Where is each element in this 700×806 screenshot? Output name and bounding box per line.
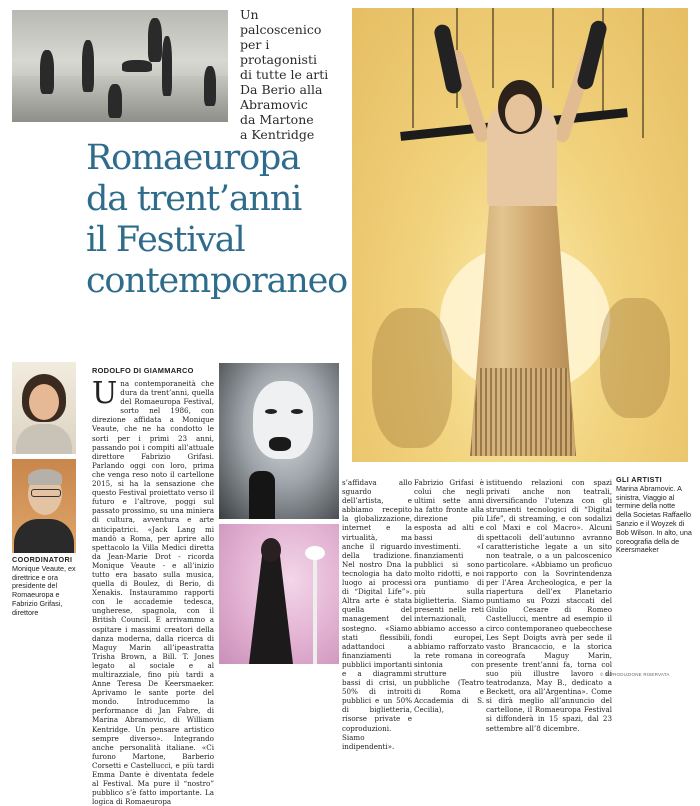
dancer-photo bbox=[219, 524, 339, 664]
subtitle-line: Un palcoscenico bbox=[240, 7, 322, 37]
portrait-fabrizio-grifasi bbox=[12, 459, 76, 553]
article-column-1 bbox=[92, 376, 214, 806]
article-column-2 bbox=[342, 478, 412, 751]
headline bbox=[86, 138, 348, 302]
subtitle-line: Da Berio alla bbox=[240, 82, 323, 97]
mask-photo bbox=[219, 363, 339, 519]
portrait-monique-veaute bbox=[12, 362, 76, 454]
headline-line: contemporaneo bbox=[86, 261, 347, 301]
subtitle-line: per i protagonisti bbox=[240, 37, 317, 67]
artists-caption bbox=[616, 476, 692, 555]
article-text: istituendo relazioni con spazi privati anche non teatrali, diversificando l’utenza con gli strumenti tecnologici di “Digital Life”, di streaming, e con sodalizi col Maxi e col Macro». Alcuni spettacoli dell’autunno avranno caratteristiche legate a un sito non teatrale, o a un palcoscenico particolare. «Abbiamo un proficuo rapporto con la Sovrintendenza per l’Area Archeologica, e per la riapertura dell’ex Planetario puntiamo su Pozzi staccati del Giulio Cesare di Romeo Castellucci, mentre ad esempio il circo contemporaneo quebecchese Les Sept Doigts avrà per sede il vasto Brancaccio, e la storica coreografa Maguy Marin, presente trent’anni fa, torna col suo più illustre lavoro di teatrodanza, May B., dedicato a Beckett, ora all’Argentina». Come si dirà meglio all’annuncio del cartellone, il Romaeuropa Festival si diffonderà in 15 spazi, dal 23 settembre all’8 dicembre. bbox=[486, 478, 612, 733]
headline-line: da trent’anni bbox=[86, 179, 302, 219]
byline: RODOLFO DI GIAMMARCO bbox=[92, 366, 194, 375]
caption-text: Marina Abramovic. A sinistra, Viaggio al termine della notte della Societas Raffaello Sanzio e il Woyzek di Bob Wilson. In alto, una coreografia della de Keersmaeker bbox=[616, 483, 692, 555]
headline-line: Romaeuropa bbox=[86, 138, 300, 178]
abramovic-photo bbox=[352, 8, 688, 462]
subtitle-line: da Martone bbox=[240, 112, 314, 127]
copyright-credit: © RIPRODUZIONE RISERVATA bbox=[600, 672, 670, 677]
subtitle-line: di tutte le arti bbox=[240, 67, 329, 82]
article-text: s’affidava allo sguardo dell’artista, e abbiamo recepito la globalizzazione, internet e la virtualità, ma anche il riguardo della tradizione. Nel nostro Dna la tecnologia ha dato luogo ai processi di “Digital Life”». Altra arte è stata quella del management del sostegno. «Siamo stati flessibili, adattandoci a finanziamenti pubblici importanti e a diagrammi bassi di crisi, un 50% di introiti pubblici e un 50% di biglietteria, risorse private e coproduzioni. Siamo indipendenti». bbox=[342, 478, 412, 751]
caption-text: Monique Veaute, ex direttrice e ora presidente del Romaeuropa e Fabrizio Grifasi, direttore bbox=[12, 563, 76, 617]
subtitle-line: a Kentridge bbox=[240, 127, 315, 142]
coordinators-caption bbox=[12, 556, 86, 618]
article-column-3 bbox=[414, 478, 484, 714]
drop-cap: U bbox=[92, 376, 118, 411]
headline-line: il Festival bbox=[86, 220, 245, 260]
article-text: Fabrizio Grifasi è colui che negli ultimi sette anni ha fatto fronte alla direzione più esposta ad alti e bassi di investimenti. «I finanziamenti pubblici si sono molto ridotti, e noi ora puntiamo di più sulla biglietteria. Siamo presenti nelle reti internazionali, abbiamo accesso a fondi europei, abbiamo rafforzato la rete romana in sintonia con strutture pubbliche (Teatro di Roma e Accademia di S. Cecilia), bbox=[414, 478, 484, 715]
dancers-photo bbox=[12, 10, 228, 122]
article-column-4 bbox=[486, 478, 612, 733]
caption-title: GLI ARTISTI bbox=[616, 475, 663, 484]
article-text: na contemporaneità che dura da trent’anni, quella del Romaeuropa Festival, sorto nel 1986, con direzione affidata a Monique Veaute, che ne ha condotto le sorti per i primi 23 anni, passando poi i compiti all’attuale direttore Fabrizio Grifasi. Parlando oggi con loro, prima che venga reso noto il cartellone 2015, si ha la sensazione che questo Festival proiettato verso il futuro e l’altrove, poggi sul passato prossimo, su una miniera di cultura, avventura e arte anticipatrici. «Jack Lang mi mandò a Roma, per aprire allo spettacolo la Villa Medici diretta da Jean-Marie Drot - ricorda Monique Veaute - e all’inizio tutto era basato sulla musica, quella di Boulez, di Berio, di Xenakis. Instaurammo rapporti con le accademie tedesca, ungherese, spagnola, con il British Council. E arrivammo a ospitare i massimi creatori della danza moderna, dalla ricerca di Maguy Marin all’ipeastratta Trisha Brown, a Bill. T. Jones legato al sociale e al multirazziale, fino più tardi a Anne Teresa De Keersmaeker. Aprivamo le sante porte del mondo. Introducemmo la performance di Jan Fabre, di Marina Abramovic, di William Kentridge. Un pensare artistico sempre diverso». Integrando anche personalità italiane. «Ci furono Martone, Barberio Corsetti e Castellucci, e più tardi Emma Dante è diventata fedele al Festival. Ma pure il “nostro” pubblico s’è fatto importante. La logica di Romaeuropa bbox=[92, 379, 214, 806]
subtitle-line: Abramovic bbox=[240, 97, 308, 112]
caption-title: COORDINATORI bbox=[12, 555, 73, 564]
subtitle bbox=[240, 7, 340, 142]
